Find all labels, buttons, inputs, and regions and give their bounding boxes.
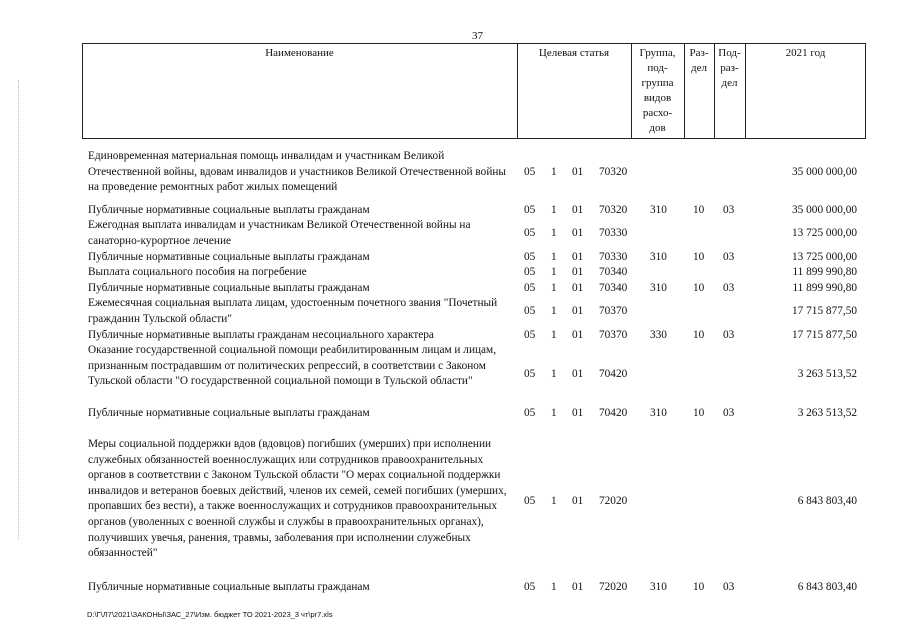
- cell-c: 01: [572, 266, 584, 278]
- cell-amount: 6 843 803,40: [797, 581, 857, 593]
- page-number: 37: [472, 30, 483, 42]
- cell-c: 01: [572, 581, 584, 593]
- cell-section: 10: [693, 329, 705, 341]
- cell-subsection: 03: [723, 204, 735, 216]
- cell-a: 05: [524, 166, 536, 178]
- header-section: Раз- дел: [689, 47, 709, 74]
- row-name: Публичные нормативные социальные выплаты гражданам: [88, 282, 370, 294]
- cell-c: 01: [572, 282, 584, 294]
- row-name: Публичные нормативные социальные выплаты гражданам: [88, 581, 370, 593]
- table-row: [0, 343, 905, 406]
- cell-subsection: 03: [723, 329, 735, 341]
- row-name: Публичные нормативные выплаты гражданам несоциального характера: [88, 329, 434, 341]
- cell-a: 05: [524, 282, 536, 294]
- cell-section: 10: [693, 407, 705, 419]
- cell-amount: 11 899 990,80: [792, 282, 857, 294]
- cell-b: 1: [551, 266, 557, 278]
- cell-b: 1: [551, 251, 557, 263]
- cell-a: 05: [524, 266, 536, 278]
- cell-amount: 3 263 513,52: [797, 407, 857, 419]
- cell-group: 310: [650, 282, 667, 294]
- table-row: [0, 281, 905, 297]
- cell-amount: 17 715 877,50: [792, 329, 857, 341]
- table-row: [0, 218, 905, 249]
- cell-c: 01: [572, 329, 584, 341]
- table-row: [0, 406, 905, 422]
- cell-d: 70330: [599, 251, 628, 263]
- cell-d: 72020: [599, 581, 628, 593]
- cell-a: 05: [524, 227, 536, 239]
- cell-b: 1: [551, 407, 557, 419]
- cell-a: 05: [524, 305, 536, 317]
- cell-c: 01: [572, 166, 584, 178]
- cell-a: 05: [524, 495, 536, 507]
- cell-c: 01: [572, 204, 584, 216]
- cell-d: 70420: [599, 407, 628, 419]
- row-name: Меры социальной поддержки вдов (вдовцов) погибших (умерших) при исполнении служебных обязанностей военнослужащих или сотрудников правоохранительных органов в соответствии с Законом Тульской области "О мерах социальной поддержки инвалидов и ветеранов боевых действий, членов их семей, семей погибших (умерших, пропавших без вести), а также военнослужащих и сотрудников правоохранительных органов (уволенных с военной службы и службы в правоохранительных органах), получивших увечья, ранения, травмы, заболевания при исполнении служебных обязанностей": [88, 438, 507, 560]
- cell-b: 1: [551, 368, 557, 380]
- table-row: [0, 265, 905, 281]
- file-path-footer: D:\Г\Л7\2021\ЗАКОНЫ\ЗАС_27\Изм. бюджет ТО 2021-2023_3 чт\pr7.xls: [87, 610, 333, 619]
- cell-a: 05: [524, 204, 536, 216]
- cell-b: 1: [551, 282, 557, 294]
- cell-subsection: 03: [723, 251, 735, 263]
- row-name: Единовременная материальная помощь инвалидам и участникам Великой Отечественной войны, вдовам инвалидов и участников Великой Отечественной войны на проведение ремонтных работ жилых помещений: [88, 150, 507, 194]
- header-subsection: Под- раз- дел: [718, 47, 741, 89]
- cell-d: 72020: [599, 495, 628, 507]
- cell-b: 1: [551, 305, 557, 317]
- cell-d: 70320: [599, 204, 628, 216]
- cell-d: 70370: [599, 329, 628, 341]
- cell-section: 10: [693, 581, 705, 593]
- table-row: [0, 328, 905, 344]
- cell-amount: 35 000 000,00: [792, 166, 857, 178]
- cell-c: 01: [572, 495, 584, 507]
- cell-b: 1: [551, 204, 557, 216]
- cell-b: 1: [551, 495, 557, 507]
- cell-amount: 3 263 513,52: [797, 368, 857, 380]
- cell-b: 1: [551, 581, 557, 593]
- header-name: Наименование: [265, 47, 334, 59]
- cell-group: 310: [650, 251, 667, 263]
- cell-amount: 17 715 877,50: [792, 305, 857, 317]
- cell-d: 70340: [599, 266, 628, 278]
- cell-d: 70420: [599, 368, 628, 380]
- cell-group: 310: [650, 581, 667, 593]
- table-row: [0, 296, 905, 327]
- row-name: Ежемесячная социальная выплата лицам, удостоенным почетного звания "Почетный гражданин Тульской области": [88, 297, 498, 325]
- cell-d: 70330: [599, 227, 628, 239]
- table-row: [0, 580, 905, 596]
- cell-b: 1: [551, 166, 557, 178]
- header-expense-group: Группа, под- группа видов расхо- дов: [639, 47, 676, 134]
- header-target-article: Целевая статья: [538, 47, 610, 59]
- row-name: Оказание государственной социальной помощи реабилитированным лицам и лицам, признанным пострадавшим от политических репрессий, в соответствии с Законом Тульской области "О государственной социальной помощи в Тульской области": [88, 344, 497, 388]
- cell-group: 330: [650, 329, 667, 341]
- table-row: [0, 149, 905, 196]
- table-row: [0, 250, 905, 266]
- cell-amount: 35 000 000,00: [792, 204, 857, 216]
- cell-group: 310: [650, 204, 667, 216]
- cell-a: 05: [524, 368, 536, 380]
- cell-amount: 13 725 000,00: [792, 227, 857, 239]
- cell-section: 10: [693, 204, 705, 216]
- cell-b: 1: [551, 227, 557, 239]
- row-name: Публичные нормативные социальные выплаты гражданам: [88, 251, 370, 263]
- row-name: Публичные нормативные социальные выплаты гражданам: [88, 407, 370, 419]
- cell-c: 01: [572, 407, 584, 419]
- row-name: Публичные нормативные социальные выплаты гражданам: [88, 204, 370, 216]
- row-name: Выплата социального пособия на погребение: [88, 266, 307, 278]
- table-row: [0, 437, 905, 567]
- cell-a: 05: [524, 251, 536, 263]
- cell-a: 05: [524, 581, 536, 593]
- cell-a: 05: [524, 329, 536, 341]
- cell-section: 10: [693, 251, 705, 263]
- cell-amount: 11 899 990,80: [792, 266, 857, 278]
- cell-a: 05: [524, 407, 536, 419]
- cell-section: 10: [693, 282, 705, 294]
- cell-d: 70340: [599, 282, 628, 294]
- cell-subsection: 03: [723, 282, 735, 294]
- cell-subsection: 03: [723, 407, 735, 419]
- cell-subsection: 03: [723, 581, 735, 593]
- cell-c: 01: [572, 368, 584, 380]
- cell-group: 310: [650, 407, 667, 419]
- cell-amount: 13 725 000,00: [792, 251, 857, 263]
- table-row: [0, 203, 905, 219]
- row-name: Ежегодная выплата инвалидам и участникам Великой Отечественной войны на санаторно-курортное лечение: [88, 219, 471, 247]
- cell-b: 1: [551, 329, 557, 341]
- header-year-2021: 2021 год: [785, 47, 826, 59]
- cell-d: 70320: [599, 166, 628, 178]
- cell-d: 70370: [599, 305, 628, 317]
- cell-amount: 6 843 803,40: [797, 495, 857, 507]
- cell-c: 01: [572, 251, 584, 263]
- cell-c: 01: [572, 227, 584, 239]
- cell-c: 01: [572, 305, 584, 317]
